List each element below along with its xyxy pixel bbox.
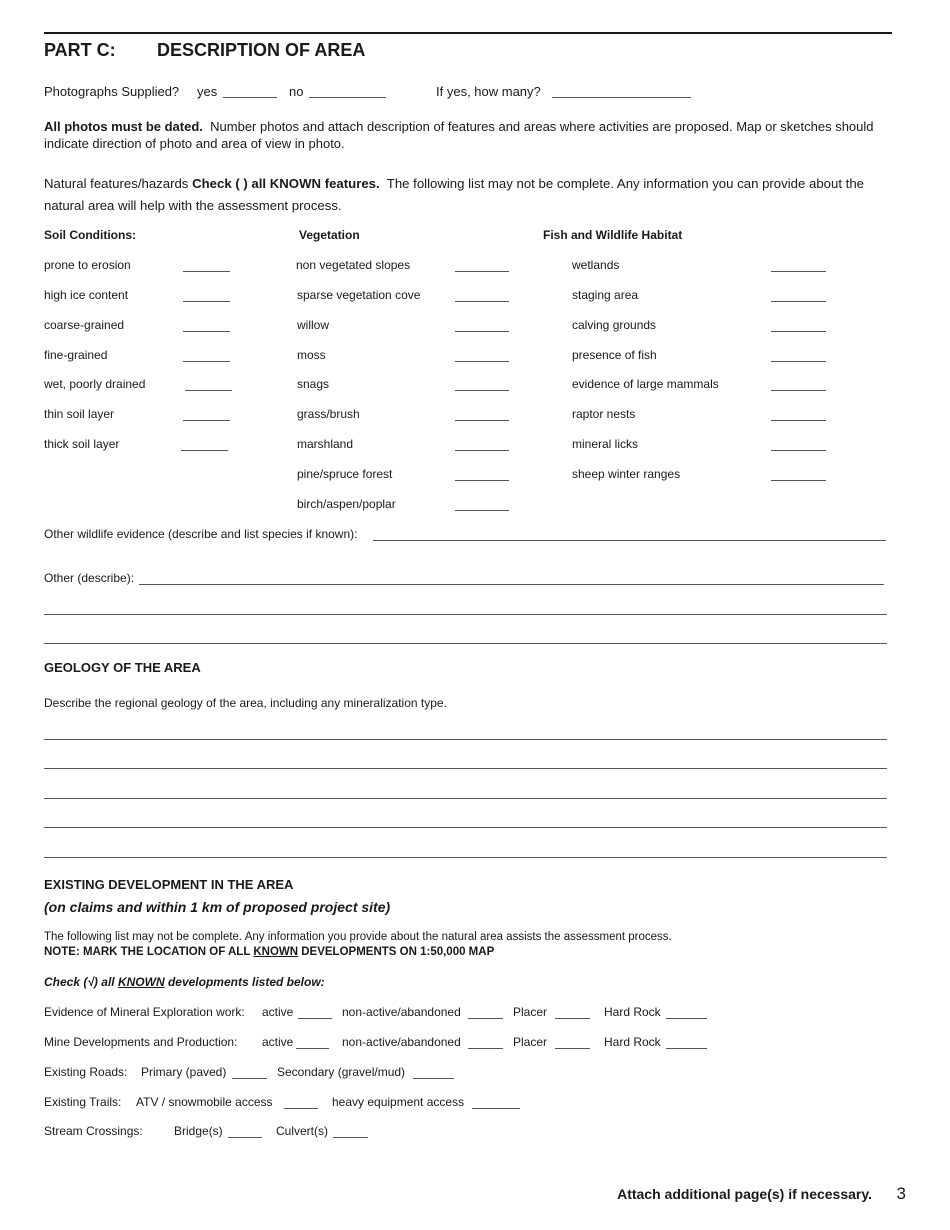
- geology-line[interactable]: [44, 768, 887, 769]
- habitat-check-field[interactable]: [771, 420, 826, 421]
- soil-check-field[interactable]: [183, 420, 230, 421]
- mineral-active-label: active: [262, 1005, 294, 1019]
- note-line2-known: KNOWN: [253, 946, 299, 958]
- soil-check-field[interactable]: [183, 361, 230, 362]
- soil-item: prone to erosion: [44, 258, 131, 272]
- habitat-item: presence of fish: [572, 348, 657, 362]
- habitat-check-field[interactable]: [771, 450, 826, 451]
- soil-check-field[interactable]: [185, 390, 232, 391]
- top-rule: [44, 32, 892, 34]
- soil-item: wet, poorly drained: [44, 377, 146, 391]
- geology-line[interactable]: [44, 739, 887, 740]
- mineral-placer-label: Placer: [513, 1005, 548, 1019]
- check-post: developments listed below:: [164, 975, 325, 989]
- habitat-item: calving grounds: [572, 318, 657, 332]
- photos-yes-field[interactable]: [223, 97, 277, 98]
- mine-label: Mine Developments and Production:: [44, 1035, 238, 1049]
- other-describe-line[interactable]: [44, 643, 887, 644]
- habitat-check-field[interactable]: [771, 480, 826, 481]
- attach-note: Attach additional page(s) if necessary.: [617, 1186, 872, 1202]
- streams-label: Stream Crossings:: [44, 1124, 143, 1138]
- vegetation-check-field[interactable]: [455, 301, 509, 302]
- habitat-check-field[interactable]: [771, 301, 826, 302]
- other-wildlife-label: Other wildlife evidence (describe and list species if known):: [44, 527, 358, 541]
- habitat-item: sheep winter ranges: [572, 467, 681, 481]
- trails-atv-field[interactable]: [284, 1108, 318, 1109]
- trails-atv-label: ATV / snowmobile access: [136, 1095, 273, 1109]
- mineral-nonactive-label: non-active/abandoned: [342, 1005, 461, 1019]
- vegetation-item: snags: [297, 377, 330, 391]
- soil-check-field[interactable]: [183, 331, 230, 332]
- habitat-check-field[interactable]: [771, 390, 826, 391]
- photos-yes-label: yes: [197, 84, 218, 99]
- roads-secondary-field[interactable]: [413, 1078, 454, 1079]
- trails-heavy-field[interactable]: [472, 1108, 520, 1109]
- development-note-line1: The following list may not be complete. Any information you provide about the natural area assists the assessment process.: [44, 931, 672, 943]
- vegetation-check-field[interactable]: [455, 510, 509, 511]
- vegetation-check-field[interactable]: [455, 450, 509, 451]
- part-label: PART C:: [44, 40, 116, 60]
- vegetation-check-field[interactable]: [455, 480, 509, 481]
- habitat-check-field[interactable]: [771, 361, 826, 362]
- check-known: KNOWN: [117, 975, 165, 989]
- natural-intro-text: The following list may not be complete. Any information you can provide about the natural area will help with the assessment process.: [44, 176, 864, 213]
- photos-no-field[interactable]: [309, 97, 386, 98]
- note-line2-post: DEVELOPMENTS ON 1:50,000 MAP: [298, 946, 495, 958]
- soil-item: fine-grained: [44, 348, 108, 362]
- habitat-item: wetlands: [572, 258, 620, 272]
- vegetation-item: birch/aspen/poplar: [297, 497, 396, 511]
- habitat-check-field[interactable]: [771, 331, 826, 332]
- soil-item: thin soil layer: [44, 407, 115, 421]
- mine-active-label: active: [262, 1035, 294, 1049]
- soil-item: high ice content: [44, 288, 129, 302]
- soil-check-field[interactable]: [181, 450, 228, 451]
- mine-placer-label: Placer: [513, 1035, 548, 1049]
- soil-check-field[interactable]: [183, 271, 230, 272]
- natural-intro-plain: Natural features/hazards: [44, 176, 189, 191]
- vegetation-item: non vegetated slopes: [296, 258, 411, 272]
- other-describe-label: Other (describe):: [44, 571, 135, 585]
- check-pre: Check (√) all: [44, 975, 118, 989]
- roads-primary-label: Primary (paved): [141, 1065, 227, 1079]
- mine-hardrock-field[interactable]: [666, 1048, 707, 1049]
- mineral-hardrock-label: Hard Rock: [604, 1005, 661, 1019]
- other-wildlife-field[interactable]: [373, 540, 886, 541]
- roads-label: Existing Roads:: [44, 1065, 128, 1079]
- page-title: DESCRIPTION OF AREA: [157, 40, 366, 60]
- page-number: 3: [896, 1184, 906, 1203]
- soil-item: thick soil layer: [44, 437, 120, 451]
- check-instruction: [44, 975, 325, 989]
- vegetation-item: sparse vegetation cove: [297, 288, 421, 302]
- vegetation-check-field[interactable]: [455, 331, 509, 332]
- soil-item: coarse-grained: [44, 318, 125, 332]
- other-describe-field[interactable]: [139, 584, 884, 585]
- habitat-item: mineral licks: [572, 437, 639, 451]
- streams-bridges-field[interactable]: [228, 1137, 262, 1138]
- development-subheading: (on claims and within 1 km of proposed project site): [44, 899, 391, 915]
- mine-hardrock-label: Hard Rock: [604, 1035, 661, 1049]
- natural-intro-bold: Check ( ) all KNOWN features.: [192, 176, 380, 191]
- photos-note-bold: All photos must be dated.: [44, 119, 203, 134]
- mine-nonactive-label: non-active/abandoned: [342, 1035, 461, 1049]
- vegetation-item: marshland: [297, 437, 354, 451]
- geology-line[interactable]: [44, 798, 887, 799]
- geology-heading: GEOLOGY OF THE AREA: [44, 660, 201, 675]
- habitat-item: staging area: [572, 288, 639, 302]
- habitat-heading: Fish and Wildlife Habitat: [543, 228, 683, 242]
- mine-nonactive-field[interactable]: [468, 1048, 503, 1049]
- development-note-line2: [44, 946, 494, 958]
- mine-active-field[interactable]: [296, 1048, 329, 1049]
- mineral-nonactive-field[interactable]: [468, 1018, 503, 1019]
- habitat-check-field[interactable]: [771, 271, 826, 272]
- mine-placer-field[interactable]: [555, 1048, 590, 1049]
- geology-line[interactable]: [44, 857, 887, 858]
- vegetation-check-field[interactable]: [455, 361, 509, 362]
- habitat-item: evidence of large mammals: [572, 377, 719, 391]
- geology-prompt: Describe the regional geology of the area, including any mineralization type.: [44, 696, 447, 710]
- note-line2-pre: NOTE: MARK THE LOCATION OF ALL: [44, 946, 254, 958]
- streams-culverts-label: Culvert(s): [276, 1124, 329, 1138]
- photos-count-label: If yes, how many?: [436, 84, 541, 99]
- habitat-item: raptor nests: [572, 407, 636, 421]
- natural-intro: [44, 173, 894, 217]
- vegetation-check-field[interactable]: [455, 271, 509, 272]
- streams-bridges-label: Bridge(s): [174, 1124, 223, 1138]
- vegetation-check-field[interactable]: [455, 420, 509, 421]
- roads-primary-field[interactable]: [232, 1078, 267, 1079]
- trails-heavy-label: heavy equipment access: [332, 1095, 465, 1109]
- photos-count-field[interactable]: [552, 97, 691, 98]
- other-describe-line[interactable]: [44, 614, 887, 615]
- mineral-label: Evidence of Mineral Exploration work:: [44, 1005, 245, 1019]
- photos-note-text: Number photos and attach description of features and areas where activities are proposed. Map or sketches should indicate direction of photo and area of view in photo.: [44, 119, 874, 151]
- soil-heading: Soil Conditions:: [44, 228, 136, 242]
- photos-note: [44, 118, 894, 152]
- streams-culverts-field[interactable]: [333, 1137, 368, 1138]
- soil-check-field[interactable]: [183, 301, 230, 302]
- mineral-active-field[interactable]: [298, 1018, 332, 1019]
- vegetation-item: grass/brush: [297, 407, 360, 421]
- trails-label: Existing Trails:: [44, 1095, 122, 1109]
- vegetation-item: moss: [297, 348, 326, 362]
- vegetation-item: pine/spruce forest: [297, 467, 393, 481]
- mineral-placer-field[interactable]: [555, 1018, 590, 1019]
- vegetation-item: willow: [297, 318, 330, 332]
- mineral-hardrock-field[interactable]: [666, 1018, 707, 1019]
- vegetation-check-field[interactable]: [455, 390, 509, 391]
- development-heading: EXISTING DEVELOPMENT IN THE AREA: [44, 877, 294, 892]
- roads-secondary-label: Secondary (gravel/mud): [277, 1065, 406, 1079]
- geology-line[interactable]: [44, 827, 887, 828]
- vegetation-heading: Vegetation: [299, 228, 360, 242]
- photos-no-label: no: [289, 84, 304, 99]
- photos-question: Photographs Supplied?: [44, 84, 180, 99]
